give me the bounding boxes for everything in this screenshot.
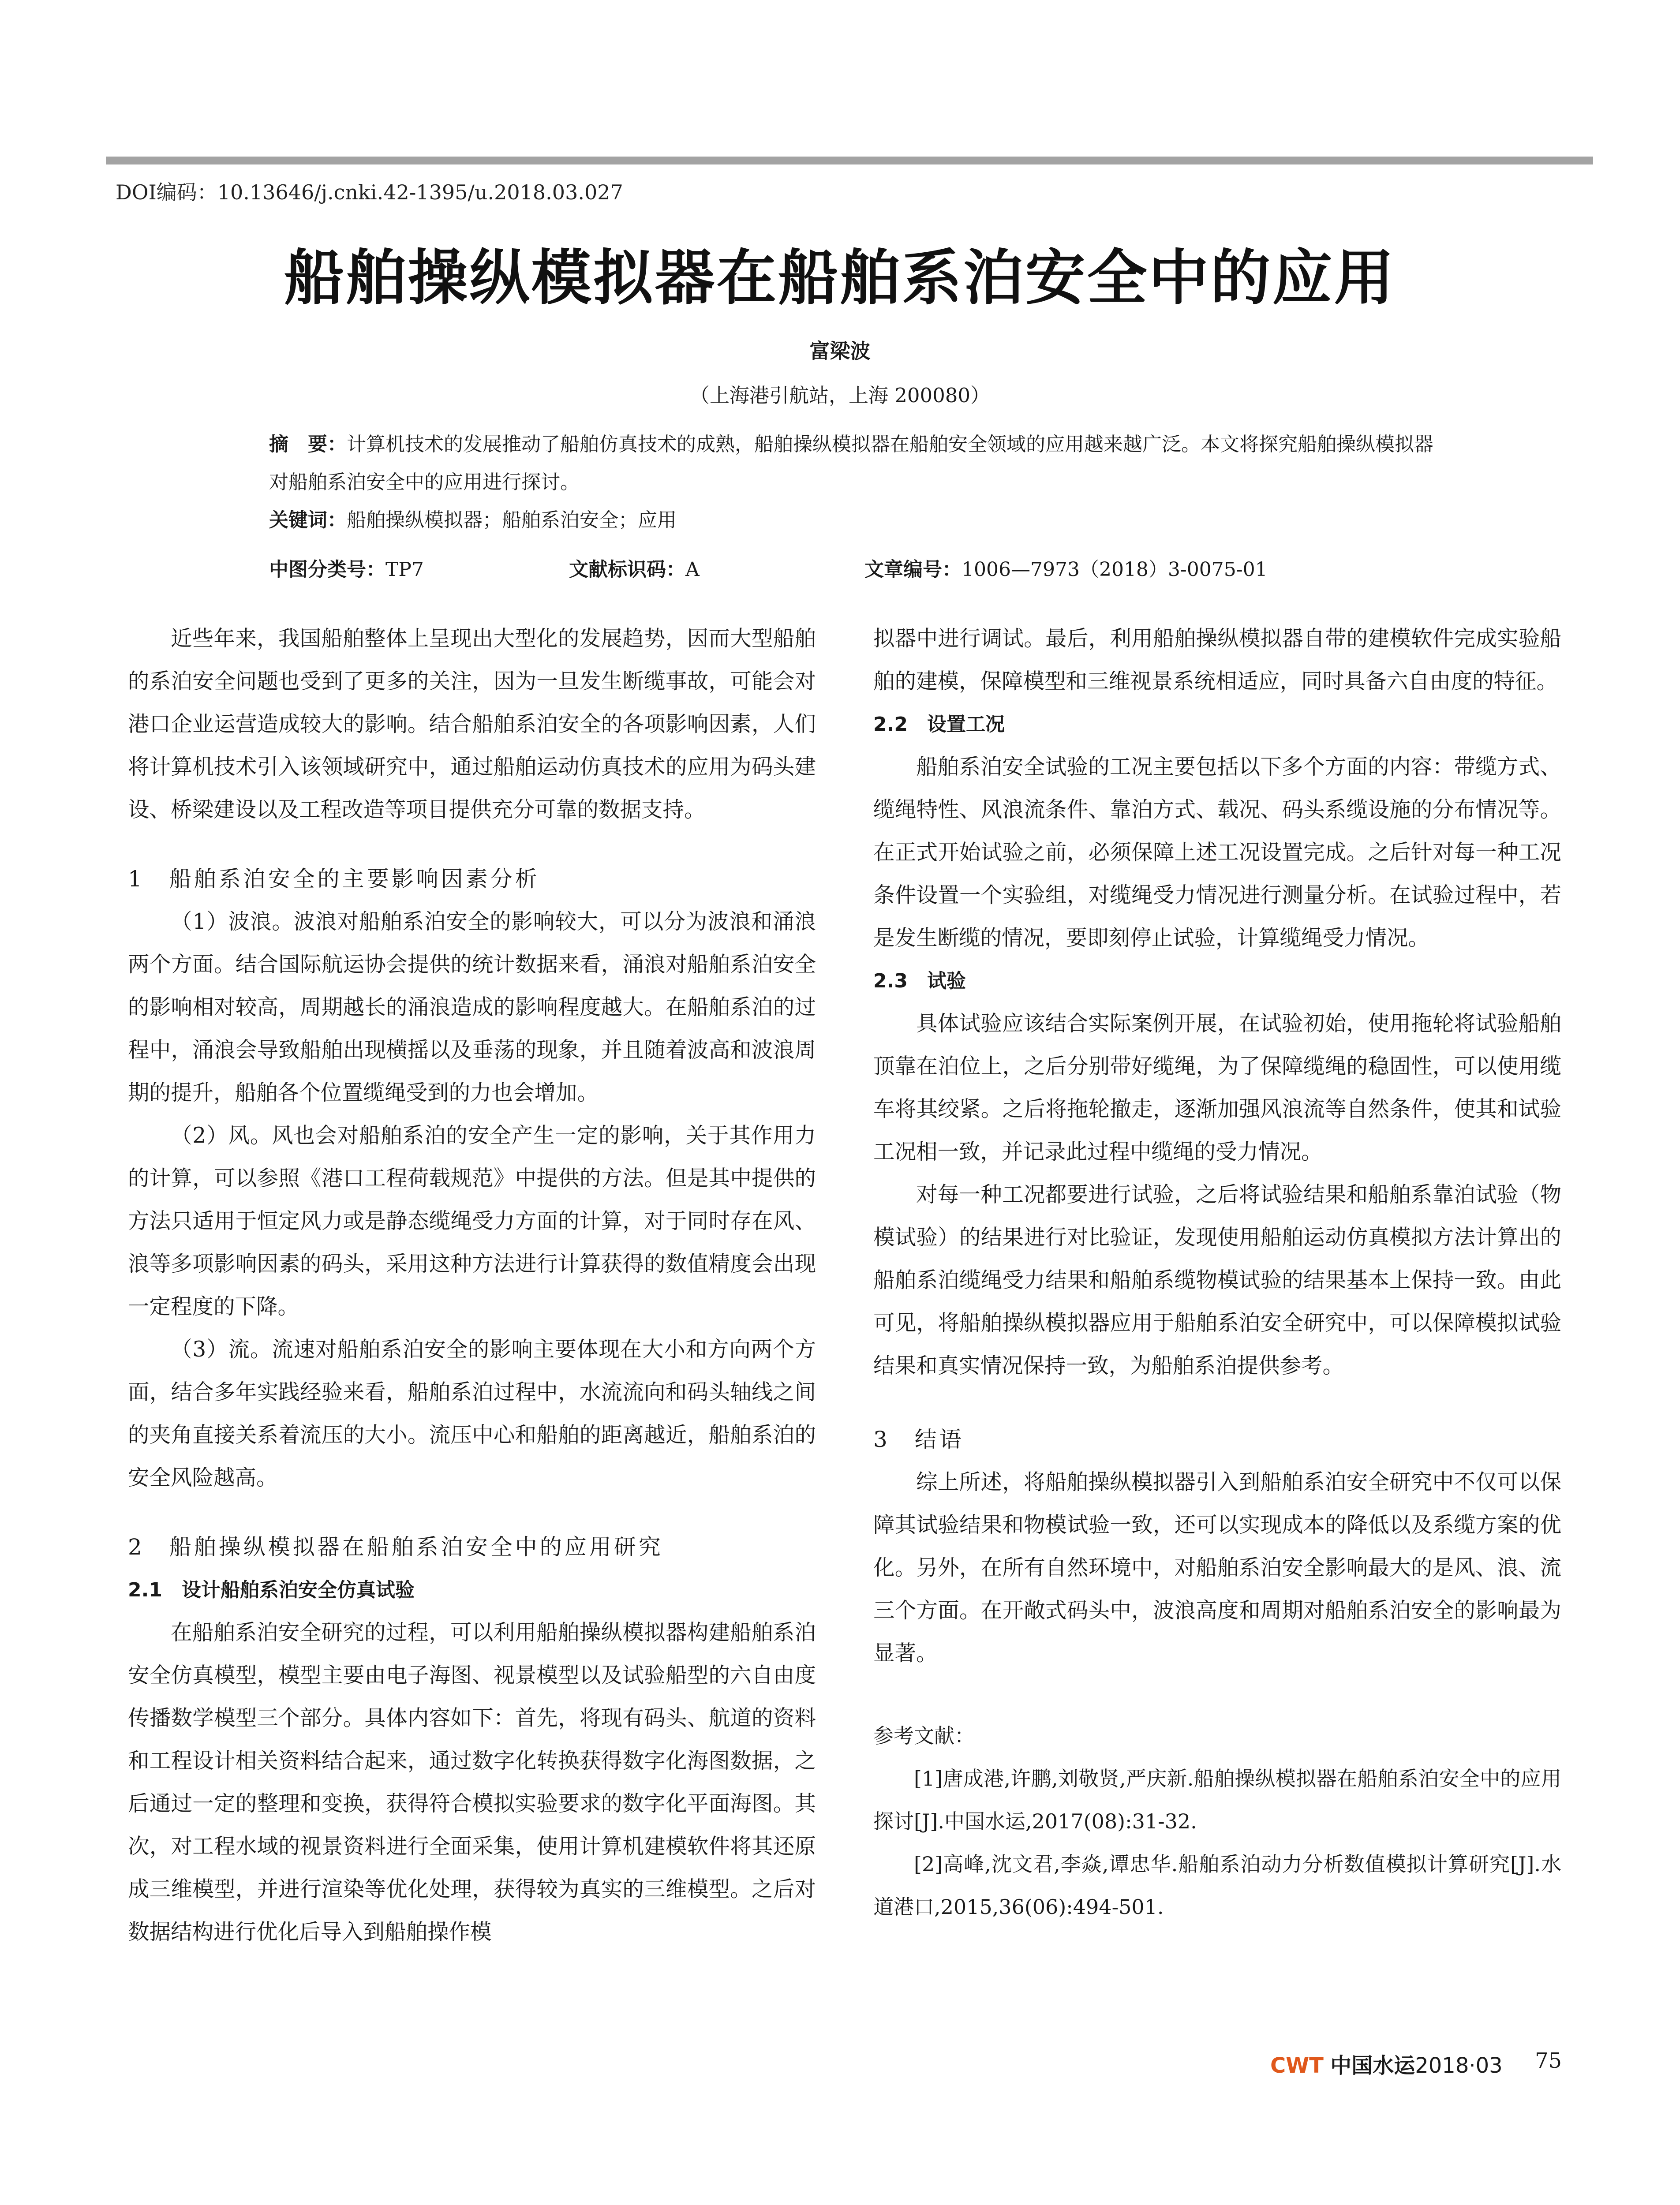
doi-line: DOI编码：10.13646/j.cnki.42-1395/u.2018.03.027 (116, 180, 623, 204)
article-number (864, 553, 1268, 582)
section-2-1-paragraph: 在船舶系泊安全研究的过程，可以利用船舶操纵模拟器构建船舶系泊安全仿真模型，模型主要由电子海图、视景模型以及试验船型的六自由度传播数学模型三个部分。具体内容如下：首先，将现有码头、航道的资料和工程设计相关资料结合起来，通过数字化转换获得数字化海图数据，之后通过一定的整理和变换，获得符合模拟实验要求的数字化平面海图。其次，对工程水域的视景资料进行全面采集，使用计算机建模软件将其还原成三维模型，并进行渲染等优化处理，获得较为真实的三维模型。之后对数据结构进行优化后导入到船舶操作模 (128, 1620, 816, 1944)
section-1-paragraph: （3）流。流速对船舶系泊安全的影响主要体现在大小和方向两个方面，结合多年实践经验来看，船舶系泊过程中，水流流向和码头轴线之间的夹角直接关系着流压的大小。流压中心和船舶的距离越近，船舶系泊的安全风险越高。 (128, 1337, 816, 1490)
clc-label: 中图分类号： (269, 558, 385, 581)
abstract (269, 426, 1433, 501)
journal-issue: 2018·03 (1415, 2053, 1503, 2078)
intro-paragraph: 近些年来，我国船舶整体上呈现出大型化的发展趋势，因而大型船舶的系泊安全问题也受到了更多的关注，因为一旦发生断缆事故，可能会对港口企业运营造成较大的影响。结合船舶系泊安全的各项影响因素，人们将计算机技术引入该领域研究中，通过船舶运动仿真技术的应用为码头建设、桥梁建设以及工程改造等项目提供充分可靠的数据支持。 (128, 626, 816, 822)
references (873, 1715, 1561, 1928)
clc-number (269, 553, 424, 582)
section-1-heading: 1 船舶系泊安全的主要影响因素分析 (128, 866, 540, 892)
author-affiliation: （上海港引航站，上海 200080） (689, 384, 991, 407)
journal-logo: CWT (1270, 2053, 1324, 2078)
paper-title: 船舶操纵模拟器在船舶系泊安全中的应用 (284, 243, 1396, 313)
section-2-3-paragraph: 具体试验应该结合实际案例开展，在试验初始，使用拖轮将试验船舶顶靠在泊位上，之后分别带好缆绳，为了保障缆绳的稳固性，可以使用缆车将其绞紧。之后将拖轮撤走，逐渐加强风浪流等自然条件，使其和试验工况相一致，并记录此过程中缆绳的受力情况。 (873, 1011, 1561, 1164)
page-number: 75 (1535, 2048, 1562, 2073)
document-code (569, 553, 700, 582)
right-column (873, 617, 1561, 1928)
section-1-paragraph: （2）风。风也会对船舶系泊的安全产生一定的影响，关于其作用力的计算，可以参照《港口工程荷载规范》中提供的方法。但是其中提供的方法只适用于恒定风力或是静态缆绳受力方面的计算，对于同时存在风、浪等多项影响因素的码头，采用这种方法进行计算获得的数值精度会出现一定程度的下降。 (128, 1123, 816, 1319)
clc-value: TP7 (385, 558, 424, 581)
keywords (269, 501, 1433, 539)
references-heading: 参考文献： (873, 1724, 975, 1748)
section-1-paragraph: （1）波浪。波浪对船舶系泊安全的影响较大，可以分为波浪和涌浪两个方面。结合国际航运协会提供的统计数据来看，涌浪对船舶系泊安全的影响相对较高，周期越长的涌浪造成的影响程度越大。在船舶系泊的过程中，涌浪会导致船舶出现横摇以及垂荡的现象，并且随着波高和波浪周期的提升，船舶各个位置缆绳受到的力也会增加。 (128, 909, 816, 1105)
keywords-text: 船舶操纵模拟器；船舶系泊安全；应用 (347, 509, 677, 531)
section-3-paragraph: 综上所述，将船舶操纵模拟器引入到船舶系泊安全研究中不仅可以保障其试验结果和物模试验一致，还可以实现成本的降低以及系缆方案的优化。另外，在所有自然环境中，对船舶系泊安全影响最大的是风、浪、流三个方面。在开敞式码头中，波浪高度和周期对船舶系泊安全的影响最为显著。 (873, 1470, 1561, 1666)
journal-footer (1270, 2048, 1503, 2079)
abstract-text: 计算机技术的发展推动了船舶仿真技术的成熟，船舶操纵模拟器在船舶安全领域的应用越来越广泛。本文将探究船舶操纵模拟器对船舶系泊安全中的应用进行探讨。 (269, 433, 1433, 493)
abstract-label: 摘 要： (269, 433, 347, 456)
header-rule (106, 157, 1593, 164)
left-column (128, 617, 816, 1954)
article-number-value: 1006—7973（2018）3-0075-01 (962, 558, 1268, 581)
section-2-heading: 2 船舶操纵模拟器在船舶系泊安全中的应用研究 (128, 1534, 663, 1560)
author-name: 富梁波 (809, 339, 871, 363)
article-number-label: 文章编号： (864, 558, 962, 581)
section-2-1-heading: 2.1 设计船舶系泊安全仿真试验 (128, 1579, 415, 1601)
section-2-1-paragraph-continued: 拟器中进行调试。最后，利用船舶操纵模拟器自带的建模软件完成实验船舶的建模，保障模型和三维视景系统相适应，同时具备六自由度的特征。 (873, 626, 1561, 694)
section-3-heading: 3 结语 (873, 1427, 964, 1452)
doc-code-value: A (685, 558, 700, 581)
keywords-label: 关键词： (269, 509, 347, 531)
abstract-block (269, 426, 1433, 539)
reference-item: [2]高峰,沈文君,李焱,谭忠华.船舶系泊动力分析数值模拟计算研究[J].水道港口,2015,36(06):494-501. (873, 1852, 1561, 1919)
reference-item: [1]唐成港,许鹏,刘敬贤,严庆新.船舶操纵模拟器在船舶系泊安全中的应用探讨[J].中国水运,2017(08):31-32. (873, 1767, 1561, 1833)
journal-name: 中国水运 (1330, 2053, 1415, 2078)
section-2-2-heading: 2.2 设置工况 (873, 713, 1005, 736)
doc-code-label: 文献标识码： (569, 558, 685, 581)
section-2-2-paragraph: 船舶系泊安全试验的工况主要包括以下多个方面的内容：带缆方式、缆绳特性、风浪流条件、靠泊方式、载况、码头系缆设施的分布情况等。在正式开始试验之前，必须保障上述工况设置完成。之后针对每一种工况条件设置一个实验组，对缆绳受力情况进行测量分析。在试验过程中，若是发生断缆的情况，要即刻停止试验，计算缆绳受力情况。 (873, 755, 1561, 950)
section-2-3-paragraph: 对每一种工况都要进行试验，之后将试验结果和船舶系靠泊试验（物模试验）的结果进行对比验证，发现使用船舶运动仿真模拟方法计算出的船舶系泊缆绳受力结果和船舶系缆物模试验的结果基本上保持一致。由此可见，将船舶操纵模拟器应用于船舶系泊安全研究中，可以保障模拟试验结果和真实情况保持一致，为船舶系泊提供参考。 (873, 1182, 1561, 1378)
section-2-3-heading: 2.3 试验 (873, 970, 966, 992)
